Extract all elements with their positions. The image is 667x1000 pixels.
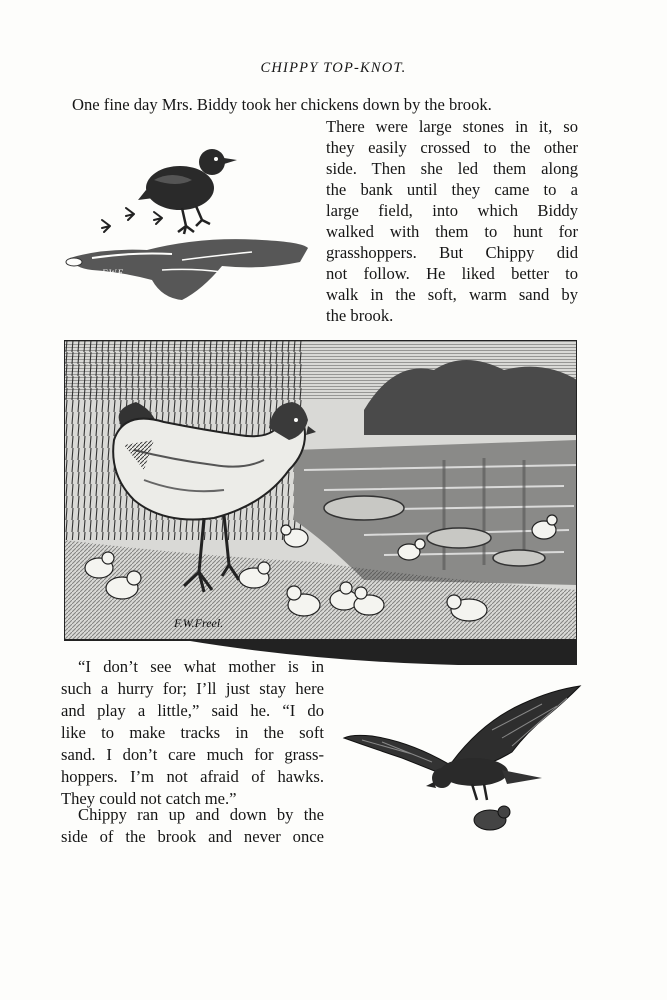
text-line: and play a little,” said he. “I do — [61, 701, 324, 720]
text-line: side of the brook and never once — [61, 827, 324, 846]
running-head: CHIPPY TOP-KNOT. — [260, 60, 407, 76]
text-line: walked with them to hunt for — [326, 222, 578, 241]
illustration-signature: F.W.Freel. — [174, 616, 224, 630]
text-line: grasshoppers. But Chippy did — [326, 243, 578, 262]
text-line: There were large stones in it, so — [326, 117, 578, 136]
hawk-illustration — [342, 682, 582, 844]
text-line: they easily crossed to the other — [326, 138, 578, 157]
chick-illustration — [62, 140, 312, 305]
text-line: One fine day Mrs. Biddy took her chickens down by the brook. — [72, 95, 492, 114]
illustration-signature: F.W.F. — [102, 268, 125, 278]
text-line: They could not catch me.” — [61, 789, 237, 808]
text-line: hoppers. I’m not afraid of hawks. — [61, 767, 324, 786]
text-line: the brook. — [326, 306, 394, 325]
pond-scene-illustration — [64, 340, 577, 665]
text-line: not follow. He liked better to — [326, 264, 578, 283]
text-line: “I don’t see what mother is in — [78, 657, 324, 676]
text-line: such a hurry for; I’ll just stay here — [61, 679, 324, 698]
text-line: the bank until they came to a — [326, 180, 578, 199]
text-line: walk in the soft, warm sand by — [326, 285, 578, 304]
text-line: sand. I don’t care much for grass- — [61, 745, 324, 764]
text-line: large field, into which Biddy — [326, 201, 578, 220]
text-line: Chippy ran up and down by the — [78, 805, 324, 824]
text-line: side. Then she led them along — [326, 159, 578, 178]
text-line: like to make tracks in the soft — [61, 723, 324, 742]
